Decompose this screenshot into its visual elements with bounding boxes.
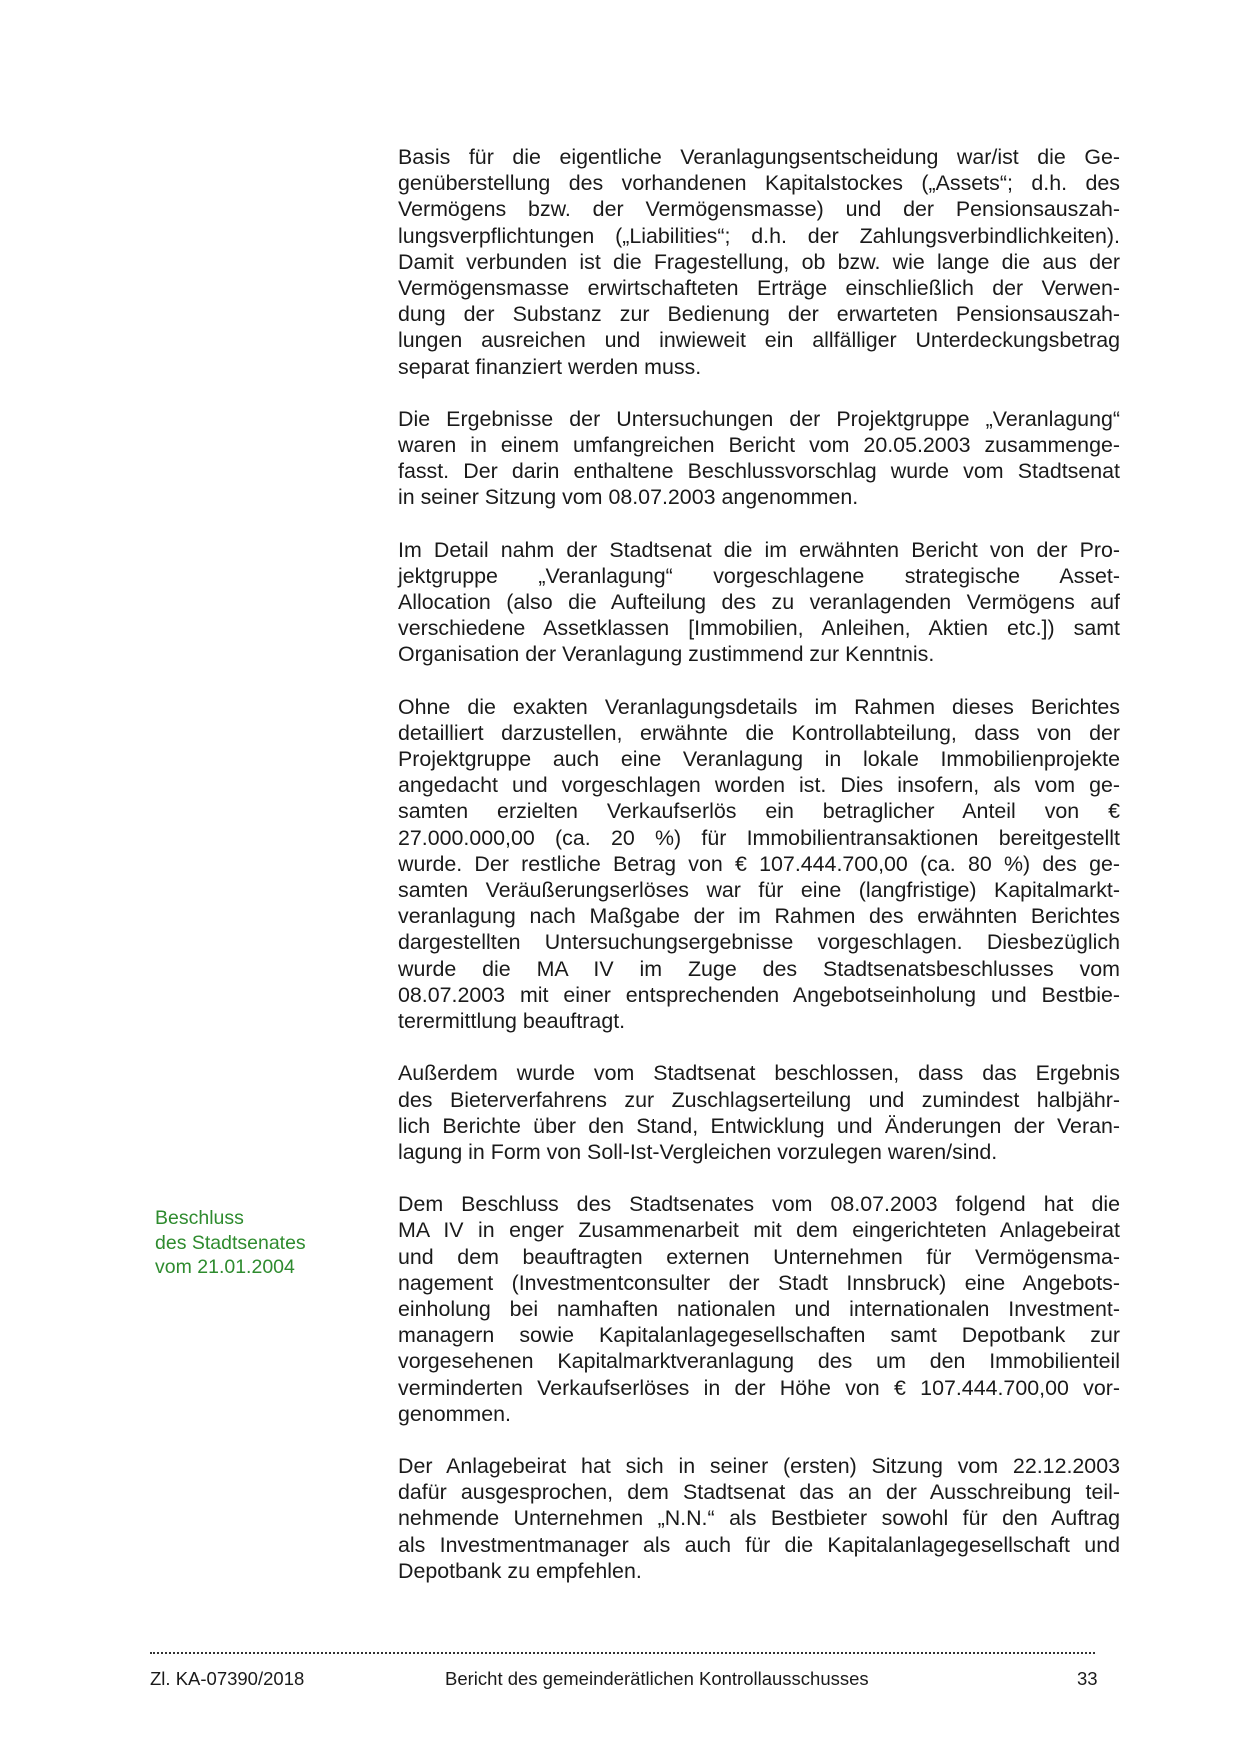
- footer-divider: [150, 1652, 1095, 1654]
- text-line: Außerdem wurde vom Stadtsenat beschlossen, dass das Ergebnis: [398, 1061, 1120, 1086]
- text-line: wurde. Der restliche Betrag von € 107.444.700,00 (ca. 80 %) des ge-: [398, 851, 1120, 876]
- text-line: genüberstellung des vorhandenen Kapitalstockes („Assets“; d.h. des: [398, 171, 1120, 196]
- text-line: Ohne die exakten Veranlagungsdetails im Rahmen dieses Berichtes: [398, 694, 1120, 719]
- text-line: separat finanziert werden muss.: [398, 354, 702, 379]
- text-line: Allocation (also die Aufteilung des zu veranlagenden Vermögens auf: [398, 590, 1120, 615]
- paragraph: [398, 694, 1120, 1035]
- text-line: samten erzielten Verkaufserlös ein betraglicher Anteil von €: [398, 799, 1120, 824]
- text-line: Vermögens bzw. der Vermögensmasse) und der Pensionsauszah-: [398, 197, 1120, 222]
- margin-note-line: Beschluss: [155, 1207, 244, 1229]
- text-line: Im Detail nahm der Stadtsenat die im erwähnten Bericht von der Pro-: [398, 537, 1120, 562]
- text-line: detailliert darzustellen, erwähnte die Kontrollabteilung, dass von der: [398, 720, 1120, 745]
- paragraph: [398, 1453, 1120, 1584]
- margin-note-line: des Stadtsenates: [155, 1231, 306, 1254]
- text-line: und dem beauftragten externen Unternehmen für Vermögensma-: [398, 1244, 1120, 1269]
- text-line: Damit verbunden ist die Fragestellung, ob bzw. wie lange die aus der: [398, 249, 1120, 274]
- paragraph: [398, 1060, 1120, 1165]
- text-line: dafür ausgesprochen, dem Stadtsenat das an der Ausschreibung teil-: [398, 1480, 1120, 1505]
- paragraph: [398, 537, 1120, 668]
- text-line: Der Anlagebeirat hat sich in seiner (ersten) Sitzung vom 22.12.2003: [398, 1453, 1120, 1478]
- text-line: verschiedene Assetklassen [Immobilien, Anleihen, Aktien etc.]) samt: [398, 616, 1120, 641]
- text-line: verminderten Verkaufserlöses in der Höhe von € 107.444.700,00 vor-: [398, 1375, 1120, 1400]
- paragraph: [398, 144, 1120, 380]
- text-line: angedacht und vorgeschlagen worden ist. Dies insofern, als vom ge-: [398, 773, 1120, 798]
- text-line: lich Berichte über den Stand, Entwicklung und Änderungen der Veran-: [398, 1113, 1120, 1138]
- text-line: dargestellten Untersuchungsergebnisse vorgeschlagen. Diesbezüglich: [398, 930, 1120, 955]
- text-line: Organisation der Veranlagung zustimmend zur Kenntnis.: [398, 642, 935, 667]
- text-line: des Bieterverfahrens zur Zuschlagserteilung und zumindest halbjähr-: [398, 1087, 1120, 1112]
- text-line: Basis für die eigentliche Veranlagungsentscheidung war/ist die Ge-: [398, 145, 1120, 169]
- text-line: nehmende Unternehmen „N.N.“ als Bestbieter sowohl für den Auftrag: [398, 1506, 1120, 1531]
- text-line: wurde die MA IV im Zuge des Stadtsenatsbeschlusses vom: [398, 956, 1120, 981]
- text-line: terermittlung beauftragt.: [398, 1009, 626, 1034]
- text-line: veranlagung nach Maßgabe der im Rahmen des erwähnten Berichtes: [398, 904, 1120, 929]
- text-line: lagung in Form von Soll-Ist-Vergleichen vorzulegen waren/sind.: [398, 1139, 998, 1164]
- text-line: Depotbank zu empfehlen.: [398, 1558, 642, 1583]
- text-line: Dem Beschluss des Stadtsenates vom 08.07.2003 folgend hat die: [398, 1192, 1120, 1217]
- text-line: waren in einem umfangreichen Bericht vom 20.05.2003 zusammenge-: [398, 433, 1120, 458]
- text-line: jektgruppe „Veranlagung“ vorgeschlagene strategische Asset-: [398, 563, 1120, 588]
- margin-note: [155, 1206, 355, 1280]
- footer-reference: Zl. KA-07390/2018: [150, 1668, 305, 1689]
- text-line: Die Ergebnisse der Untersuchungen der Projektgruppe „Veranlagung“: [398, 406, 1120, 431]
- text-line: in seiner Sitzung vom 08.07.2003 angenommen.: [398, 485, 859, 510]
- text-line: fasst. Der darin enthaltene Beschlussvorschlag wurde vom Stadtsenat: [398, 459, 1120, 484]
- body-text: [398, 144, 1120, 1610]
- text-line: Projektgruppe auch eine Veranlagung in lokale Immobilienprojekte: [398, 747, 1120, 772]
- text-line: vorgesehenen Kapitalmarktveranlagung des um den Immobilienteil: [398, 1349, 1120, 1374]
- text-line: MA IV in enger Zusammenarbeit mit dem eingerichteten Anlagebeirat: [398, 1218, 1120, 1243]
- text-line: samten Veräußerungserlöses war für eine (langfristige) Kapitalmarkt-: [398, 878, 1120, 903]
- text-line: managern sowie Kapitalanlagegesellschaften samt Depotbank zur: [398, 1323, 1120, 1348]
- text-line: als Investmentmanager als auch für die Kapitalanlagegesellschaft und: [398, 1532, 1120, 1557]
- text-line: genommen.: [398, 1401, 511, 1426]
- text-line: lungsverpflichtungen („Liabilities“; d.h. der Zahlungsverbindlichkeiten).: [398, 223, 1120, 248]
- page-number: 33: [1077, 1668, 1098, 1689]
- paragraph: [398, 406, 1120, 511]
- text-line: Vermögensmasse erwirtschafteten Erträge einschließlich der Verwen-: [398, 276, 1120, 301]
- margin-note-line: vom 21.01.2004: [155, 1256, 295, 1278]
- text-line: nagement (Investmentconsulter der Stadt Innsbruck) eine Angebots-: [398, 1270, 1120, 1295]
- text-line: lungen ausreichen und inwieweit ein allfälliger Unterdeckungsbetrag: [398, 328, 1120, 353]
- footer-title: Bericht des gemeinderätlichen Kontrollausschusses: [445, 1668, 869, 1689]
- paragraph: [398, 1191, 1120, 1427]
- text-line: 08.07.2003 mit einer entsprechenden Angebotseinholung und Bestbie-: [398, 982, 1120, 1007]
- text-line: dung der Substanz zur Bedienung der erwarteten Pensionsauszah-: [398, 302, 1120, 327]
- text-line: 27.000.000,00 (ca. 20 %) für Immobilientransaktionen bereitgestellt: [398, 825, 1120, 850]
- text-line: einholung bei namhaften nationalen und internationalen Investment-: [398, 1296, 1120, 1321]
